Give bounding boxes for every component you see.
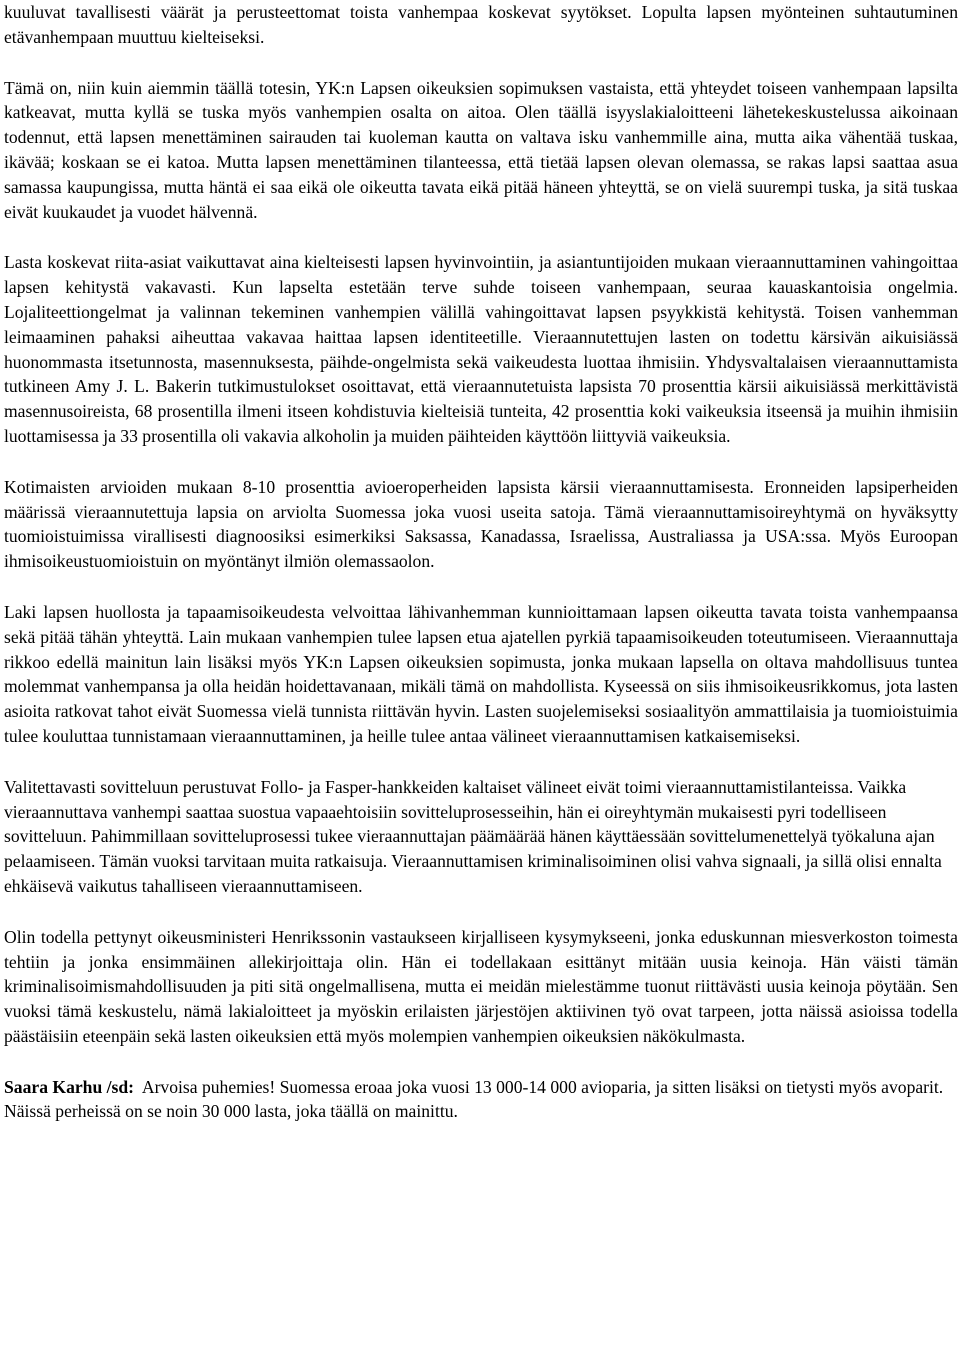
paragraph-ministry-reply: Olin todella pettynyt oikeusministeri Henrikssonin vastaukseen kirjalliseen kysymykseeni, jonka eduskunnan miesverkoston toimesta tehtiin ja jonka ensimmäinen allekirjoittaja olin. Hän ei todellakaan esittänyt mitään uusia keinoja. Hän väisti tämän kriminalisoimismahdollisuuden ja piti sitä ongelmallisena, mutta ei meidän mielestämme tuonut riittävästi uusia keinoja pöytään. Sen vuoksi tämä keskustelu, nämä lakialoitteet ja myöskin erilaisten järjestöjen aktiivinen työ ovat tarpeen, jotta näissä asioissa todella päästäisiin eteenpäin sekä lasten oikeuksien että myös molempien vanhempien oikeuksien näkökulmasta. <box>4 926 958 1046</box>
paragraph-gap <box>4 224 958 250</box>
paragraph-gap <box>4 50 958 76</box>
speaker-name: Saara Karhu /sd: <box>4 1076 135 1097</box>
speech-saara-karhu <box>4 1075 958 1125</box>
paragraph-custody-law: Laki lapsen huollosta ja tapaamisoikeudesta velvoittaa lähivanhemman kunnioittamaan lapsen oikeutta tavata toista vanhempaansa sekä pitää tähän yhteyttä. Lain mukaan vanhempien tulee lapsen etua ajatellen pyrkiä tapaamisoikeuden toteutumiseen. Vieraannuttaja rikkoo edellä mainitun lain lisäksi myös YK:n Lapsen oikeuksien sopimusta, jonka mukaan lapsella on oltava mahdollisuus tuntea molemmat vanhempansa ja olla heidän hoidettavanaan, mikäli tämä on mahdollista. Kyseessä on siis ihmisoikeusrikkomus, jota lasten asioita ratkovat tahot eivät Suomessa vielä tunnista riittävän hyvin. Lasten suojelemiseksi sosiaalityön ammattilaisia ja tuomioistuimia tulee kouluttaa tunnistamaan vieraannuttaminen, ja heille tulee antaa välineet vieraannuttamisen katkaisemiseksi. <box>4 601 958 746</box>
paragraph-gap <box>4 449 958 475</box>
paragraph-gap <box>4 749 958 775</box>
paragraph-un-convention: Tämä on, niin kuin aiemmin täällä totesin, YK:n Lapsen oikeuksien sopimuksen vastaista, että yhteydet toiseen vanhempaan lapsilta katkeavat, mutta kyllä se tuska myös vanhempien osalta on aitoa. Olen täällä isyyslakialoitteeni lähetekeskustelussa aikoinaan todennut, että lapsen menettäminen sairauden tai kuoleman kautta on valtava isku vanhemmille aina, mutta aika vähentää tuskaa, ikävää; koskaan se ei katoa. Mutta lapsen menettäminen tilanteessa, että tietää lapsen olevan olemassa, se rakas lapsi saattaa asua samassa kaupungissa, mutta häntä ei saa eikä ole oikeutta tavata eikä pitää häneen yhteyttä, se on vielä suurempi tuska, ja sitä tuskaa eivät kuukaudet ja vuodet hälvennä. <box>4 77 958 222</box>
paragraph-domestic-estimates: Kotimaisten arvioiden mukaan 8-10 prosenttia avioeroperheiden lapsista kärsii vieraannuttamisesta. Eronneiden lapsiperheiden määrissä vieraannutettuja lapsia on arviolta Suomessa joka vuosi useita satoja. Tämä vieraannuttamisoireyhtymä on hyväksytty tuomioistuimissa virallisesti diagnoosiksi esimerkiksi Saksassa, Kanadassa, Israelissa, Australiassa ja USA:ssa. Myös Euroopan ihmisoikeustuomioistuin on myöntänyt ilmiön olemassaolon. <box>4 476 958 572</box>
paragraph-child-wellbeing: Lasta koskevat riita-asiat vaikuttavat aina kielteisesti lapsen hyvinvointiin, ja asiantuntijoiden mukaan vieraannuttaminen vahingoittaa lapsen kehitystä vakavasti. Kun lapselta estetään terve suhde toiseen vanhempaan, seuraa kauaskantoisia ongelmia. Lojaliteettiongelmat ja valinnan tekeminen vanhempien välillä vahingoittavat lapsen psyykkistä kehitystä. Toisen vanhemman leimaaminen pahaksi aiheuttaa vakavaa haittaa lapsen identiteetille. Vieraannutettujen lasten on todettu kärsivän aikuisiässä huonommasta itsetunnosta, masennuksesta, päihde-ongelmista sekä vaikeudesta luottaa ihmisiin. Yhdysvaltalaisen vieraannuttamista tutkineen Amy J. L. Bakerin tutkimustulokset osoittavat, että vieraannutetuista lapsista 70 prosenttia kärsii aikuisiässä merkittävistä masennusoireista, 68 prosentilla ilmeni itseen kohdistuvia kielteisiä tunteita, 42 prosenttia koki vaikeuksia itseensä ja muihin ihmisiin luottamisessa ja 33 prosentilla oli vakavia alkoholin ja muiden päihteiden käyttöön liittyviä vaikeuksia. <box>4 252 958 446</box>
paragraph-gap <box>4 1049 958 1075</box>
paragraph-gap <box>4 899 958 925</box>
paragraph-continuation: kuuluvat tavallisesti väärät ja perusteettomat toista vanhempaa koskevat syytökset. Lopulta lapsen myönteinen suhtautuminen etävanhempaan muuttuu kielteiseksi. <box>4 2 958 47</box>
speech-text: Arvoisa puhemies! Suomessa eroaa joka vuosi 13 000-14 000 avioparia, ja sitten lisäksi on tietysti myös avoparit. Näissä perheissä on se noin 30 000 lasta, joka täällä on mainittu. <box>4 1076 944 1122</box>
paragraph-gap <box>4 574 958 600</box>
paragraph-mediation: Valitettavasti sovitteluun perustuvat Follo- ja Fasper-hankkeiden kaltaiset välineet eivät toimi vieraannuttamistilanteissa. Vaikka vieraannuttava vanhempi saattaa suostua vapaaehtoisiin sovitteluprosesseihin, hän ei oireyhtymän mukaisesti pyri todelliseen sovitteluun. Pahimmillaan sovitteluprosessi tukee vieraannuttajan päämäärää hänen käyttäessään sovittelumenettelyä työkaluna ajan pelaamiseen. Tämän vuoksi tarvitaan muita ratkaisuja. Vieraannuttamisen kriminalisoiminen olisi vahva signaali, ja sillä olisi ennalta ehkäisevä vaikutus tahalliseen vieraannuttamiseen. <box>4 776 942 896</box>
